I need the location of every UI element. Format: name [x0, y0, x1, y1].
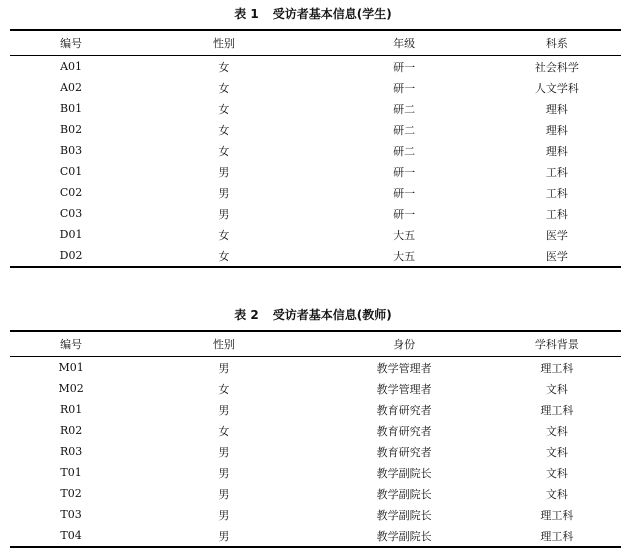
table1-cell: B01: [60, 102, 83, 115]
table2-cell: 男: [218, 508, 230, 522]
table1-cell: 研二: [393, 144, 416, 158]
table2-cell: 理工科: [540, 529, 574, 543]
table2-row: [10, 420, 621, 441]
table1-cell: 女: [218, 102, 230, 116]
table2-cell: R02: [59, 424, 83, 437]
table2-cell: 理工科: [540, 508, 574, 522]
table2-row: [10, 378, 621, 399]
table2-cell: 男: [218, 487, 230, 501]
table2-cell: 理工科: [540, 403, 574, 417]
table2-cell: 男: [218, 361, 230, 375]
table1-cell: 女: [218, 123, 230, 137]
table1-cell: 研一: [393, 186, 416, 200]
table2-cell: 理工科: [540, 361, 574, 375]
table2-cell: 教学副院长: [376, 466, 432, 480]
table2-row: [10, 357, 621, 379]
table2-cell: T03: [60, 508, 82, 521]
table1-cell: 研一: [393, 207, 416, 221]
table1-caption-number: 表 1: [234, 7, 259, 21]
table1-cell: C03: [59, 207, 83, 220]
table2-cell: 文科: [545, 445, 568, 459]
table1-row: [10, 245, 621, 267]
table1-cell: 工科: [545, 165, 568, 179]
table1-cell: A02: [60, 81, 83, 94]
table1-row: [10, 77, 621, 98]
table1-caption: [0, 5, 626, 22]
table2-caption: [0, 306, 626, 323]
table1-cell: 女: [218, 228, 230, 242]
table2-cell: 教学副院长: [376, 529, 432, 543]
table2-row: [10, 399, 621, 420]
table2-cell: R03: [59, 445, 83, 458]
table1-cell: 人文学科: [534, 81, 579, 95]
table1-cell: 工科: [545, 207, 568, 221]
table1-cell: 研一: [393, 60, 416, 74]
table2-header-row: [10, 331, 621, 357]
table1-cell: C01: [59, 165, 83, 178]
table2-row: [10, 525, 621, 547]
table1-cell: 男: [218, 186, 230, 200]
table2-row: [10, 441, 621, 462]
table2-cell: T04: [60, 529, 82, 542]
table2-cell: 文科: [545, 466, 568, 480]
table2-row: [10, 483, 621, 504]
table1-cell: 社会科学: [534, 60, 579, 74]
table1-cell: 女: [218, 144, 230, 158]
table1-cell: 研二: [393, 123, 416, 137]
table1-cell: 研一: [393, 165, 416, 179]
table1-cell: 大五: [393, 249, 416, 263]
table1-cell: 理科: [545, 102, 568, 116]
table1-header-cell: 科系: [545, 37, 568, 50]
table2-caption-title: 受访者基本信息(教师): [272, 308, 392, 322]
table1-cell: 大五: [393, 228, 416, 242]
table1-cell: 女: [218, 60, 230, 74]
table2-cell: 女: [218, 424, 230, 438]
table2-header-cell: 性别: [212, 338, 235, 351]
table2-cell: 男: [218, 445, 230, 459]
table1-cell: A01: [60, 60, 83, 73]
table2-cell: 教学管理者: [376, 361, 432, 375]
table1-cell: 医学: [545, 249, 568, 263]
table2-cell: 教学副院长: [376, 487, 432, 501]
table2-cell: 教育研究者: [376, 424, 432, 438]
table2-cell: 教育研究者: [376, 403, 432, 417]
table2-header-cell: 编号: [60, 338, 83, 351]
table1-caption-title: 受访者基本信息(学生): [272, 7, 392, 21]
table1-row: [10, 203, 621, 224]
table2-cell: 文科: [545, 424, 568, 438]
table1-cell: 研一: [393, 81, 416, 95]
table2-header-cell: 学科背景: [534, 338, 579, 351]
table2-cell: T02: [60, 487, 82, 500]
table2-cell: 女: [218, 382, 230, 396]
table1-header-cell: 性别: [212, 37, 235, 50]
table1-cell: 理科: [545, 123, 568, 137]
table1-cell: D01: [59, 228, 83, 241]
table2-cell: 教育研究者: [376, 445, 432, 459]
table2-cell: 男: [218, 529, 230, 543]
table2-cell: M02: [58, 382, 84, 395]
table2-caption-number: 表 2: [234, 308, 259, 322]
table2-cell: 文科: [545, 382, 568, 396]
table1-row: [10, 119, 621, 140]
table2-cell: 男: [218, 466, 230, 480]
table1-header-row: [10, 30, 621, 56]
table1-cell: D02: [59, 249, 83, 262]
table1-row: [10, 98, 621, 119]
table2-cell: 男: [218, 403, 230, 417]
table1-cell: B03: [60, 144, 83, 157]
table2-cell: 文科: [545, 487, 568, 501]
table1-row: [10, 161, 621, 182]
table2-cell: 教学副院长: [376, 508, 432, 522]
table1-cell: 研二: [393, 102, 416, 116]
table2-cell: M01: [58, 361, 84, 374]
table1-row: [10, 140, 621, 161]
table1-cell: 男: [218, 165, 230, 179]
table2-header-cell: 身份: [393, 338, 416, 351]
table1-cell: C02: [59, 186, 83, 199]
table2-cell: T01: [60, 466, 82, 479]
table1-row: [10, 182, 621, 203]
table1-header-cell: 年级: [393, 37, 416, 50]
table2-cell: 教学管理者: [376, 382, 432, 396]
table1-row: [10, 56, 621, 78]
table1-cell: 理科: [545, 144, 568, 158]
table1-cell: 医学: [545, 228, 568, 242]
table1-header-cell: 编号: [60, 37, 83, 50]
table2-row: [10, 462, 621, 483]
table2-row: [10, 504, 621, 525]
table1-cell: 女: [218, 81, 230, 95]
table1: [10, 29, 621, 268]
table2: [10, 330, 621, 548]
table1-row: [10, 224, 621, 245]
table2-cell: R01: [59, 403, 83, 416]
table1-cell: 工科: [545, 186, 568, 200]
table1-cell: B02: [60, 123, 83, 136]
table1-cell: 女: [218, 249, 230, 263]
table1-cell: 男: [218, 207, 230, 221]
